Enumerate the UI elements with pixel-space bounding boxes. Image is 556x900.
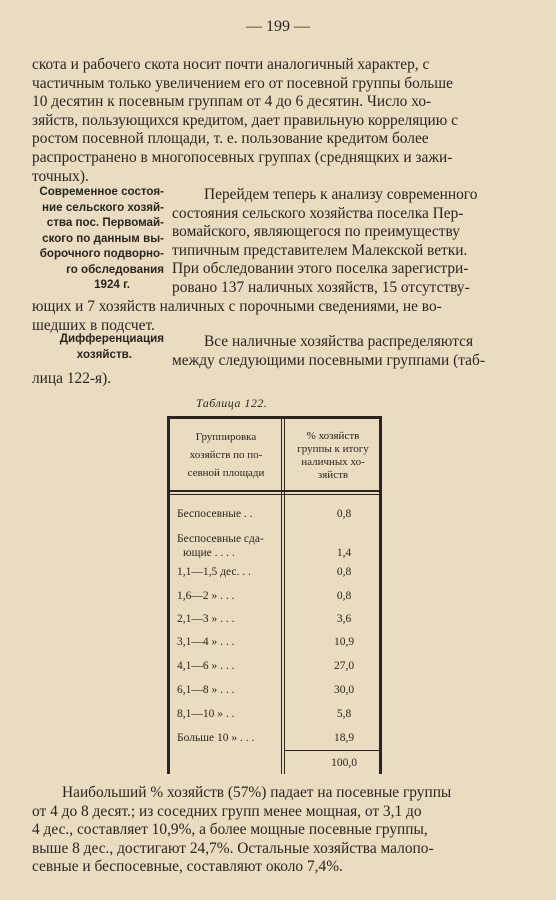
text-line: ростом посевной площади, т. е. пользование кредитом более	[32, 130, 429, 148]
row-value: 18,9	[333, 732, 355, 744]
text-line: от 4 до 8 десят.; из соседних групп менее мощная, от 3,1 до	[32, 802, 422, 820]
table-border-right	[379, 416, 382, 774]
page-number: — 199 —	[246, 18, 310, 35]
row-value: 0,8	[336, 508, 352, 520]
text-line: состояния сельского хозяйства поселка Пер-	[172, 204, 464, 222]
text-line: Все наличные хозяйства распределяются	[204, 333, 474, 350]
row-label: 4,1—6 » . . .	[177, 660, 235, 672]
table-border-top	[167, 416, 382, 419]
margin-heading-line: го обследования	[66, 262, 164, 276]
row-label: 6,1—8 » . . .	[177, 684, 235, 696]
table-row	[175, 566, 375, 582]
header-grouping-line: севной площади	[187, 467, 265, 479]
row-label: 1,6—2 » . . .	[177, 590, 235, 602]
header-percent	[287, 430, 379, 482]
header-percent-line: группы к итогу	[297, 443, 369, 455]
row-label: 1,1—1,5 дес. . .	[177, 566, 251, 578]
text-line: лица 122-я).	[32, 370, 112, 387]
row-label: Больше 10 » . . .	[177, 732, 255, 744]
table-row	[175, 660, 375, 676]
header-percent-line: наличных хо-	[301, 456, 365, 468]
margin-heading-line: ства пос. Первомай-	[46, 216, 164, 229]
text-line: 10 десятин к посевным группам от 4 до 6 десятин. Число хо-	[32, 93, 432, 111]
text-line: Наибольший % хозяйств (57%) падает на посевные группы	[62, 784, 452, 801]
paragraph-distribution	[172, 333, 528, 370]
table-row	[175, 684, 375, 700]
table-row	[175, 533, 375, 565]
paragraph-pervomaisky	[172, 186, 528, 298]
table-total-row	[175, 757, 375, 773]
row-value: 3,6	[336, 613, 352, 625]
row-value: 1,4	[336, 547, 352, 559]
margin-heading-line: Дифференциация	[59, 332, 164, 345]
table-row	[175, 613, 375, 629]
table-header-rule	[167, 490, 382, 492]
text-line: типичным представителем Малекской ветки.	[172, 241, 468, 259]
text-line: ющих и 7 хозяйств наличных с порочными сведениями, не во-	[32, 298, 442, 315]
table-row	[175, 508, 375, 524]
paragraph-credit	[32, 56, 530, 186]
paragraph-distribution-cont	[32, 370, 332, 389]
row-label-cont: ющие . . . .	[183, 547, 235, 559]
text-line: выше 8 дес., достигают 24,7%. Остальные хозяйства малопо-	[32, 839, 434, 857]
text-line: При обследовании этого поселка зарегистри-	[172, 260, 469, 278]
paragraph-pervomaisky-cont	[32, 298, 530, 335]
text-line: 4 дес., составляет 10,9%, а более мощные посевные группы,	[32, 821, 428, 839]
table-row	[175, 590, 375, 606]
header-grouping	[173, 431, 279, 480]
row-value: 5,8	[336, 708, 352, 720]
header-grouping-line: Группировка	[195, 431, 257, 443]
row-label: Беспосевные . .	[177, 508, 253, 520]
table-row	[175, 708, 375, 724]
margin-heading-line: ние сельского хозяй-	[42, 200, 164, 214]
row-value: 27,0	[333, 660, 355, 672]
margin-heading-current-state	[30, 184, 164, 293]
table-border-left	[167, 416, 170, 774]
margin-heading-line: Современное состоя-	[39, 185, 164, 198]
margin-heading-line: хозяйств.	[76, 347, 132, 361]
table-total-rule	[285, 750, 379, 751]
row-value: 10,9	[333, 636, 355, 648]
text-line: зяйств, пользующихся кредитом, дает правильную корреляцию с	[32, 111, 458, 129]
row-label: 3,1—4 » . . .	[177, 636, 235, 648]
margin-heading-line: ского по данным вы-	[42, 231, 164, 245]
row-value: 30,0	[333, 684, 355, 696]
text-line: распространено в многопосевных группах (среднящких и зажи-	[32, 148, 453, 166]
text-line: между следующими посевными группами (таб-	[172, 351, 485, 369]
row-value: 0,8	[336, 590, 352, 602]
text-line: вомайского, являющегося по преимуществу	[172, 223, 460, 241]
text-line: точных).	[32, 167, 89, 185]
text-line: севные и беспосевные, составляют около 7,4%.	[32, 858, 343, 876]
table-122	[167, 416, 383, 776]
row-label: 2,1—3 » . . .	[177, 613, 235, 625]
margin-heading-line: борочного подворно-	[39, 247, 164, 260]
margin-heading-differentiation	[30, 331, 164, 362]
header-percent-line: зяйств	[317, 469, 349, 481]
row-label: Беспосевные сда-	[177, 533, 264, 545]
header-percent-line: % хозяйств	[306, 430, 360, 442]
text-line: шедших в подсчет.	[32, 316, 155, 334]
text-line: Перейдем теперь к анализу современного	[204, 186, 478, 203]
paragraph-conclusion	[32, 784, 530, 877]
header-grouping-line: хозяйств по по-	[189, 449, 263, 461]
table-header-rule-2	[167, 494, 382, 495]
table-row	[175, 732, 375, 748]
row-value: 0,8	[336, 566, 352, 578]
margin-heading-line: 1924 г.	[94, 278, 130, 291]
text-line: частичным только увеличением его от посевной группы больше	[32, 74, 453, 92]
text-line: ровано 137 наличных хозяйств, 15 отсутству-	[172, 278, 470, 296]
row-label: 8,1—10 » . .	[177, 708, 235, 720]
table-row	[175, 636, 375, 652]
total-value: 100,0	[331, 757, 357, 769]
text-line: скота и рабочего скота носит почти аналогичный характер, с	[32, 56, 430, 73]
table-caption: Таблица 122.	[196, 396, 268, 410]
